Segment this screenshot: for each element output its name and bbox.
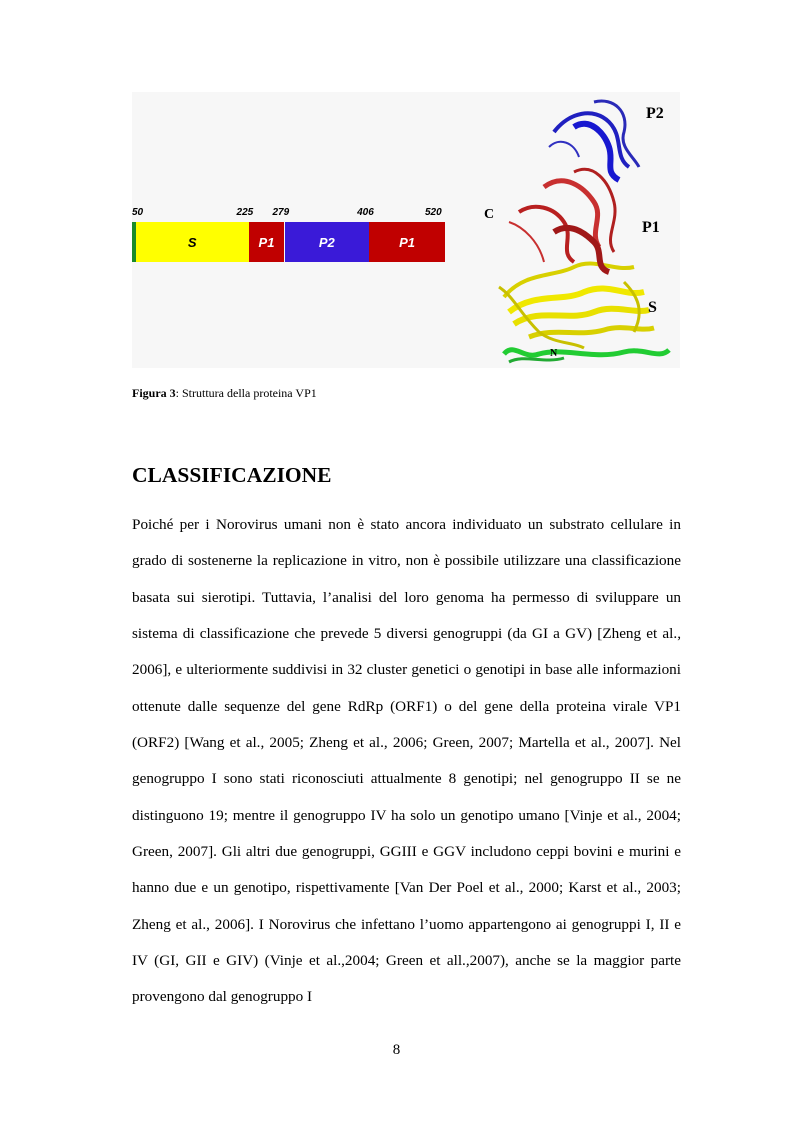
p2-label: P2 <box>646 105 664 122</box>
section-heading: CLASSIFICAZIONE <box>132 463 332 487</box>
figure-3 <box>132 92 680 368</box>
s-domain-ribbon <box>499 263 654 348</box>
page-number: 8 <box>392 1042 401 1058</box>
p1-domain-ribbon <box>509 169 615 272</box>
residue-position-label: 50 <box>132 207 144 218</box>
c-terminus-label: C <box>484 207 495 222</box>
figure-caption-label: Figura 3 <box>132 386 176 400</box>
n-terminal-ribbon <box>504 350 669 362</box>
figure-caption <box>132 386 317 401</box>
domain-segment-p2: P2 <box>285 222 370 262</box>
n-terminus-label: N <box>550 348 558 359</box>
vp1-domain-map <box>132 207 445 262</box>
residue-position-label: 520 <box>425 207 442 218</box>
body-paragraph: Poiché per i Norovirus umani non è stato ancora individuato un substrato cellulare in grado di sostenerne la replicazione in vitro, non è possibile utilizzare una classificazione basata sui sierotipi. Tuttavia, l’analisi del loro genoma ha permesso di sviluppare un sistema di classificazione che prevede 5 diversi genogruppi (da GI a GV) [Zheng et al., 2006], e ulteriormente suddivisi in 32 cluster genetici o genotipi in base alle informazioni ottenute dalle sequenze del gene RdRp (ORF1) o del gene della proteina virale VP1 (ORF2) [Wang et al., 2005; Zheng et al., 2006; Green, 2007; Martella et al., 2007]. Nel genogruppo I sono stati riconosciuti attualmente 8 genotipi; nel genogruppo II se ne distinguono 19; mentre il genogruppo IV ha solo un genotipo umano [Vinje et al., 2004; Green, 2007]. Gli altri due genogruppi, GGIII e GGV includono ceppi bovini e murini e hanno due e un genotipo, rispettivamente [Van Der Poel et al., 2000; Karst et al., 2003; Zheng et al., 2006]. I Norovirus che infettano l’uomo appartengono ai genogruppi I, II e IV (GI, GII e GIV) (Vinje et al.,2004; Green et all.,2007), anche se la maggior parte provengono dal genogruppo I <box>132 516 681 1006</box>
residue-position-label: 279 <box>272 207 290 218</box>
domain-segment-p1: P1 <box>249 222 285 262</box>
p1-label: P1 <box>642 219 660 236</box>
vp1-3d-structure <box>484 92 680 368</box>
p2-domain-ribbon <box>549 101 639 180</box>
figure-caption-text: : Struttura della proteina VP1 <box>175 386 317 400</box>
s-label: S <box>648 299 657 316</box>
residue-position-label: 225 <box>236 207 254 218</box>
domain-segment-s: S <box>136 222 249 262</box>
residue-position-label: 406 <box>357 207 374 218</box>
domain-segment-p1: P1 <box>369 222 445 262</box>
